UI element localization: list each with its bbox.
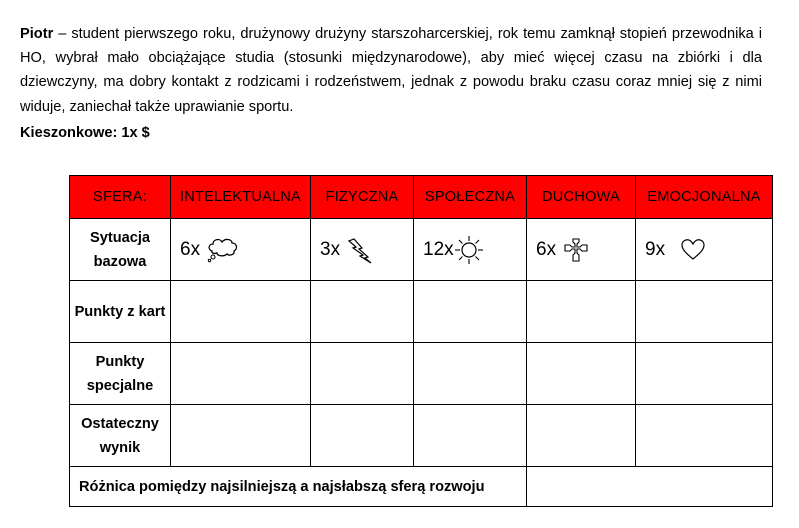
table-header-row (70, 176, 773, 219)
cell-cards-intellectual (171, 281, 311, 343)
table-row-base (70, 219, 773, 281)
header-social: SPOŁECZNA (414, 176, 527, 219)
value-intellectual: 6x (180, 238, 201, 260)
cell-special-emotional (636, 343, 773, 405)
table-row-cards (70, 281, 773, 343)
cross-icon (562, 236, 590, 264)
cell-base-social (414, 219, 527, 281)
value-social: 12x (423, 238, 454, 260)
header-spiritual: DUCHOWA (527, 176, 636, 219)
difference-label: Różnica pomiędzy najsilniejszą a najsłabszą sferą rozwoju (70, 467, 527, 507)
cell-final-physical (311, 405, 414, 467)
cell-cards-spiritual (527, 281, 636, 343)
row-label-special: Punkty specjalne (70, 343, 171, 405)
row-label-base: Sytuacja bazowa (70, 219, 171, 281)
cell-base-intellectual (171, 219, 311, 281)
lightning-icon (346, 236, 374, 264)
cell-base-physical (311, 219, 414, 281)
cell-cards-social (414, 281, 527, 343)
value-emotional: 9x (645, 238, 666, 260)
cell-base-spiritual (527, 219, 636, 281)
cell-cards-emotional (636, 281, 773, 343)
difference-value-cell (527, 467, 773, 507)
cell-special-physical (311, 343, 414, 405)
table-row-special (70, 343, 773, 405)
sun-icon (454, 235, 484, 265)
cell-special-social (414, 343, 527, 405)
character-name: Piotr (20, 26, 54, 42)
table-row-difference (70, 467, 773, 507)
cell-final-intellectual (171, 405, 311, 467)
cell-base-emotional (636, 219, 773, 281)
character-description-text: – student pierwszego roku, drużynowy drużyny starszoharcerskiej, rok temu zamknął stopień przewodnika i HO, wybrał mało obciążające studia (stosunki międzynarodowe), aby mieć więcej czasu na zbiórki i dla dziewczyny, ma dobry kontakt z rodzicami i rodzeństwem, jednak z powodu braku czasu coraz mniej się z nimi widuje, zaniechał także uprawianie sportu. (20, 26, 762, 115)
value-spiritual: 6x (536, 238, 557, 260)
character-description (20, 22, 762, 119)
cell-final-emotional (636, 405, 773, 467)
thought-bubble-icon (206, 237, 240, 263)
spheres-table (69, 175, 773, 507)
cell-final-social (414, 405, 527, 467)
cell-special-spiritual (527, 343, 636, 405)
row-label-cards: Punkty z kart (70, 281, 171, 343)
pocket-money: Kieszonkowe: 1x $ (20, 125, 150, 141)
header-emotional: EMOCJONALNA (636, 176, 773, 219)
header-physical: FIZYCZNA (311, 176, 414, 219)
heart-icon (679, 238, 707, 262)
cell-final-spiritual (527, 405, 636, 467)
cell-special-intellectual (171, 343, 311, 405)
header-sphere: SFERA: (70, 176, 171, 219)
value-physical: 3x (320, 238, 341, 260)
header-intellectual: INTELEKTUALNA (171, 176, 311, 219)
table-row-final (70, 405, 773, 467)
row-label-final: Ostateczny wynik (70, 405, 171, 467)
cell-cards-physical (311, 281, 414, 343)
